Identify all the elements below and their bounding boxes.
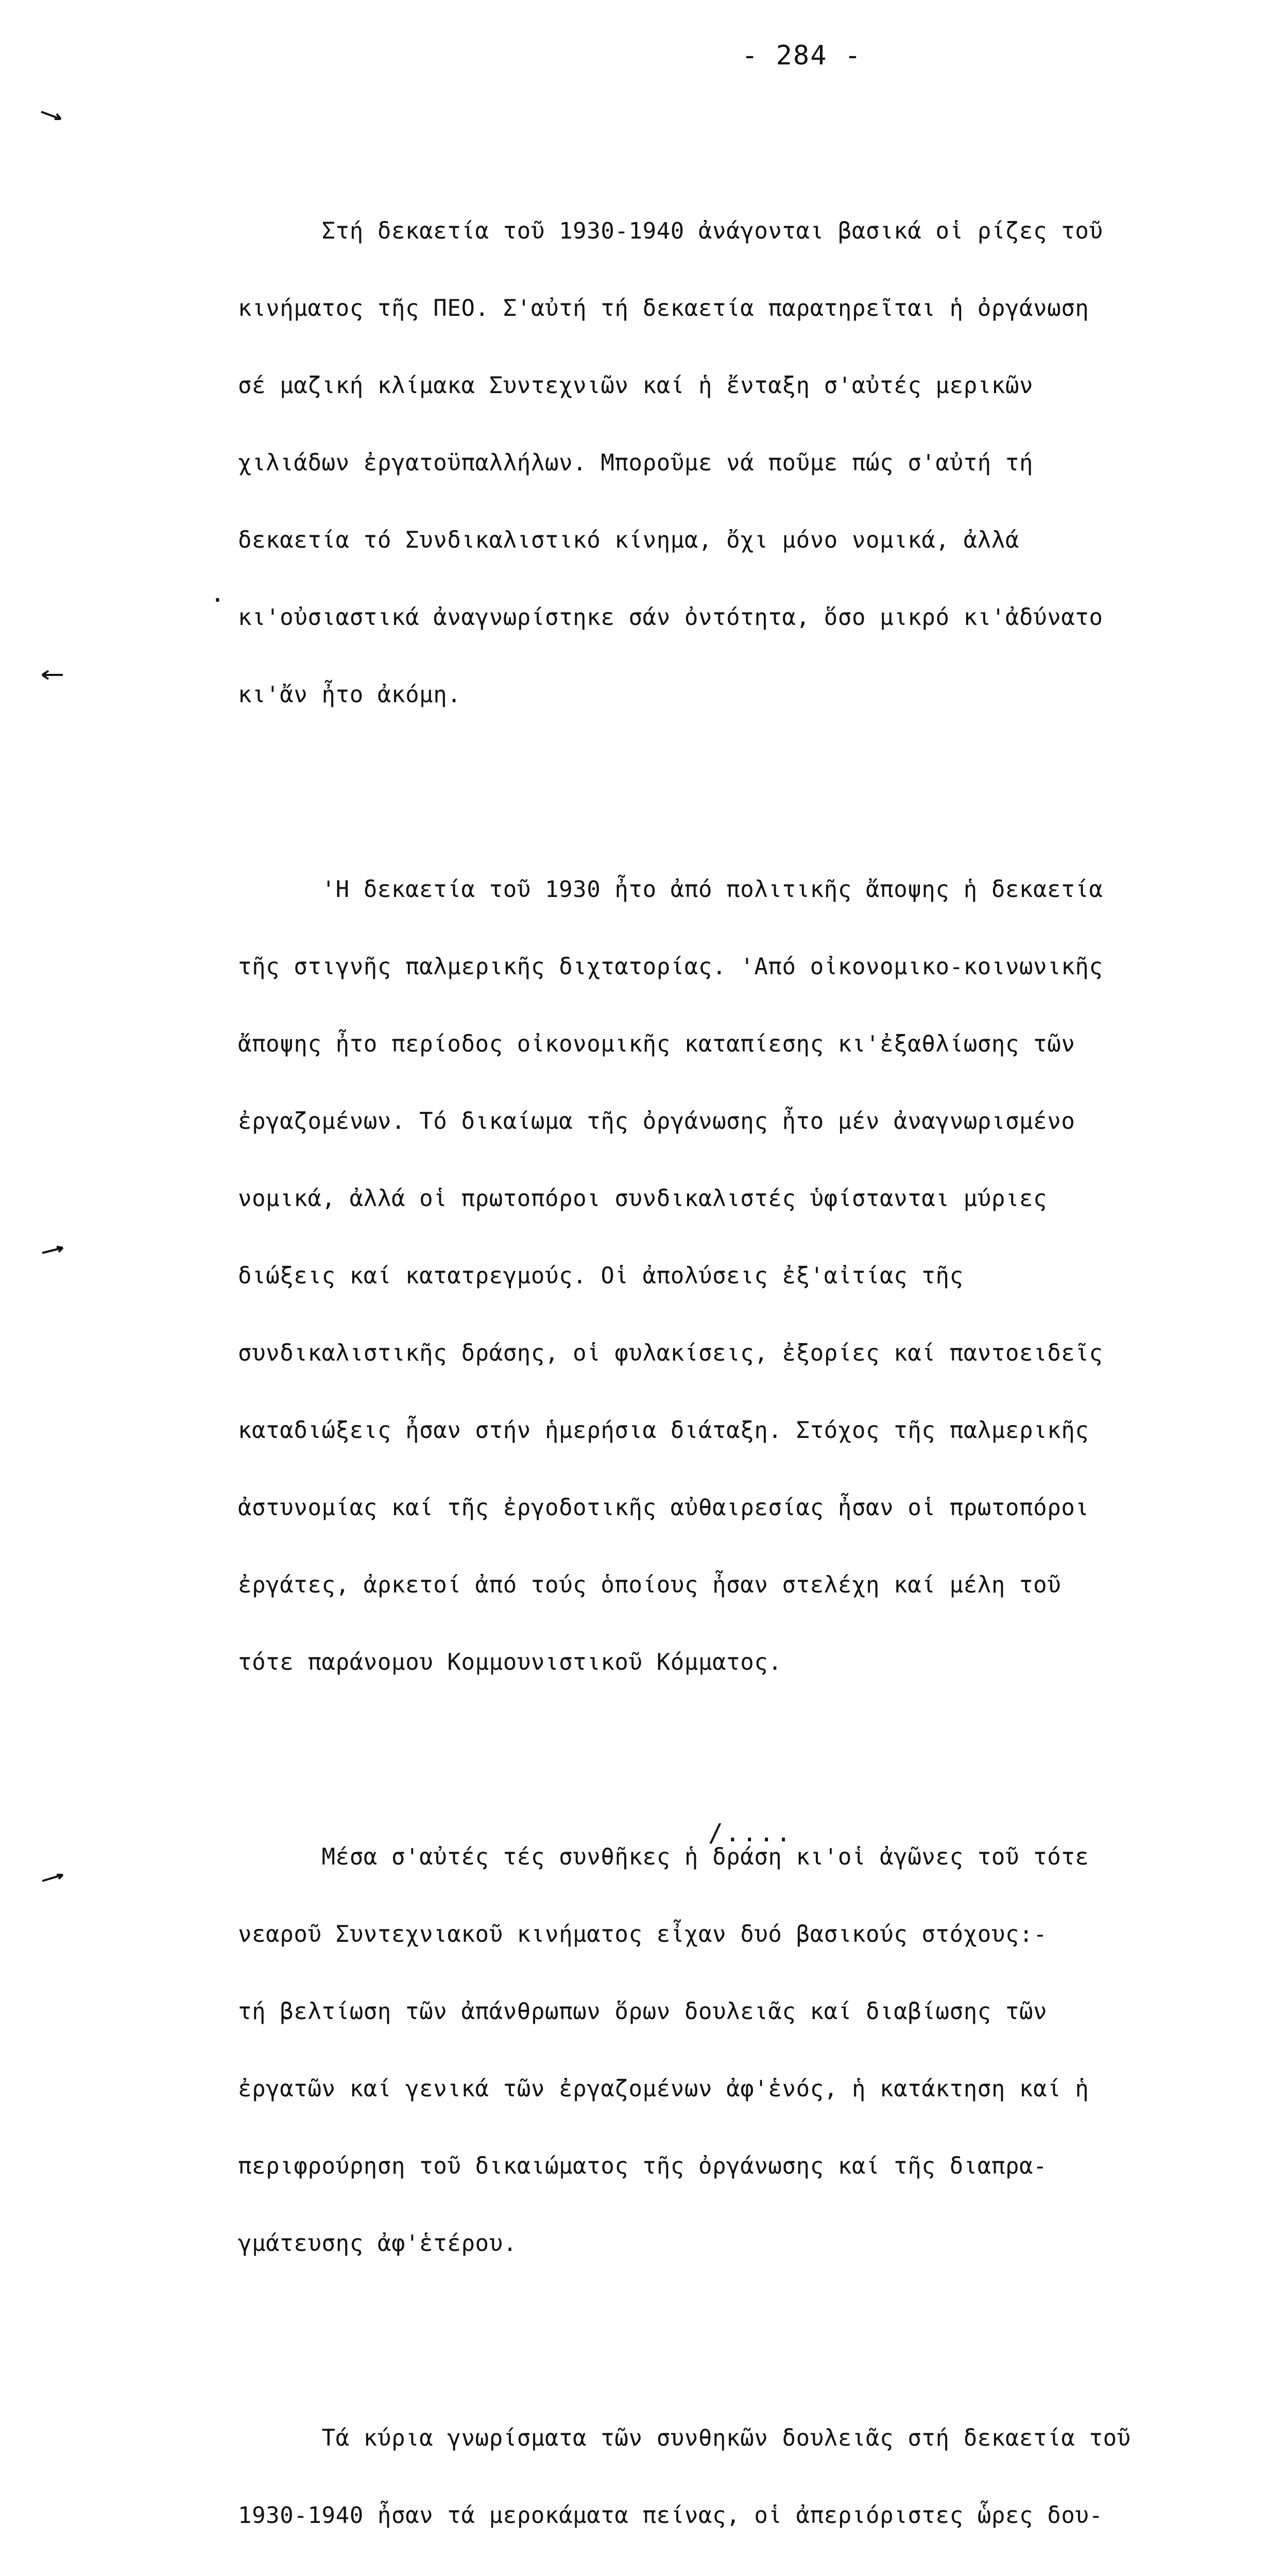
text-line: συνδικαλιστικῆς δράσης, οἱ φυλακίσεις, ἐξορίες καί παντοειδεῖς: [238, 1340, 1103, 1366]
text-line: κι'ἄν ἦτο ἀκόμη.: [238, 682, 461, 708]
continuation-marker: /....: [708, 1819, 793, 1848]
text-line: ἐργάτες, ἀρκετοί ἀπό τούς ὁποίους ἦσαν στελέχη καί μέλη τοῦ: [238, 1572, 1061, 1598]
body-text: [238, 115, 1237, 2576]
paragraph-2: [238, 825, 1237, 1727]
margin-dot-mark: .: [210, 579, 225, 608]
margin-arrow-icon: [41, 1246, 64, 1256]
text-line: Μέσα σ'αὐτές τές συνθῆκες ἡ δράση κι'οἱ ἀγῶνες τοῦ τότε: [238, 1844, 1089, 1870]
text-line: νεαροῦ Συντεχνιακοῦ κινήματος εἶχαν δυό βασικούς στόχους:-: [238, 1921, 1048, 1947]
text-line: δεκαετία τό Συνδικαλιστικό κίνημα, ὄχι μόνο νομικά, ἀλλά: [238, 527, 1020, 553]
text-line: κι'οὐσιαστικά ἀναγνωρίστηκε σάν ὀντότητα, ὅσο μικρό κι'ἀδύνατο: [238, 604, 1103, 631]
text-line: χιλιάδων ἐργατοϋπαλλήλων. Μποροῦμε νά ποῦμε πώς σ'αὐτή τή: [238, 450, 1034, 476]
text-line: τή βελτίωση τῶν ἀπάνθρωπων ὅρων δουλειᾶς καί διαβίωσης τῶν: [238, 1998, 1048, 2025]
text-line: ἐργαζομένων. Τό δικαίωμα τῆς ὀργάνωσης ἦτο μέν ἀναγνωρισμένο: [238, 1108, 1075, 1134]
margin-arrow-icon: [40, 111, 63, 121]
paragraph-4: [238, 2374, 1237, 2576]
text-line: ἐργατῶν καί γενικά τῶν ἐργαζομένων ἀφ'ἑνός, ἡ κατάκτηση καί ἡ: [238, 2076, 1089, 2102]
text-line: περιφρούρηση τοῦ δικαιώματος τῆς ὀργάνωσης καί τῆς διαπρα-: [238, 2153, 1048, 2179]
text-line: καταδιώξεις ἦσαν στήν ἡμερήσια διάταξη. Στόχος τῆς παλμερικῆς: [238, 1417, 1089, 1444]
text-line: 1930-1940 ἦσαν τά μεροκάματα πείνας, οἱ ἀπεριόριστες ὧρες δου-: [238, 2502, 1103, 2529]
text-line: ἀστυνομίας καί τῆς ἐργοδοτικῆς αὐθαιρεσίας ἦσαν οἱ πρωτοπόροι: [238, 1495, 1089, 1521]
text-line: ἄποψης ἦτο περίοδος οἰκονομικῆς καταπίεσης κι'ἐξαθλίωσης τῶν: [238, 1031, 1075, 1057]
margin-arrow-icon: [41, 670, 64, 680]
text-line: Στή δεκαετία τοῦ 1930-1940 ἀνάγονται βασικά οἱ ρίζες τοῦ: [238, 218, 1103, 244]
paragraph-3: [238, 1793, 1237, 2308]
text-line: σέ μαζική κλίμακα Συντεχνιῶν καί ἡ ἔνταξη σ'αὐτές μερικῶν: [238, 372, 1034, 399]
text-line: 'Η δεκαετία τοῦ 1930 ἦτο ἀπό πολιτικῆς ἄποψης ἡ δεκαετία: [238, 876, 1103, 903]
text-line: Τά κύρια γνωρίσματα τῶν συνθηκῶν δουλειᾶς στή δεκαετία τοῦ: [238, 2425, 1131, 2451]
page-number: - 284 -: [742, 40, 862, 71]
text-line: διώξεις καί κατατρεγμούς. Οἱ ἀπολύσεις ἐξ'αἰτίας τῆς: [238, 1263, 964, 1289]
text-line: γμάτευσης ἀφ'ἑτέρου.: [238, 2230, 517, 2257]
text-line: τῆς στιγνῆς παλμερικῆς διχτατορίας. 'Από οἰκονομικο-κοινωνικῆς: [238, 954, 1103, 980]
text-line: τότε παράνομου Κομμουνιστικοῦ Κόμματος.: [238, 1649, 782, 1675]
text-line: κινήματος τῆς ΠΕΟ. Σ'αὐτή τή δεκαετία παρατηρεῖται ἡ ὀργάνωση: [238, 295, 1089, 321]
text-line: νομικά, ἀλλά οἱ πρωτοπόροι συνδικαλιστές ὑφίστανται μύριες: [238, 1185, 1048, 1212]
margin-arrow-icon: [41, 1873, 64, 1883]
paragraph-1: [238, 167, 1237, 759]
